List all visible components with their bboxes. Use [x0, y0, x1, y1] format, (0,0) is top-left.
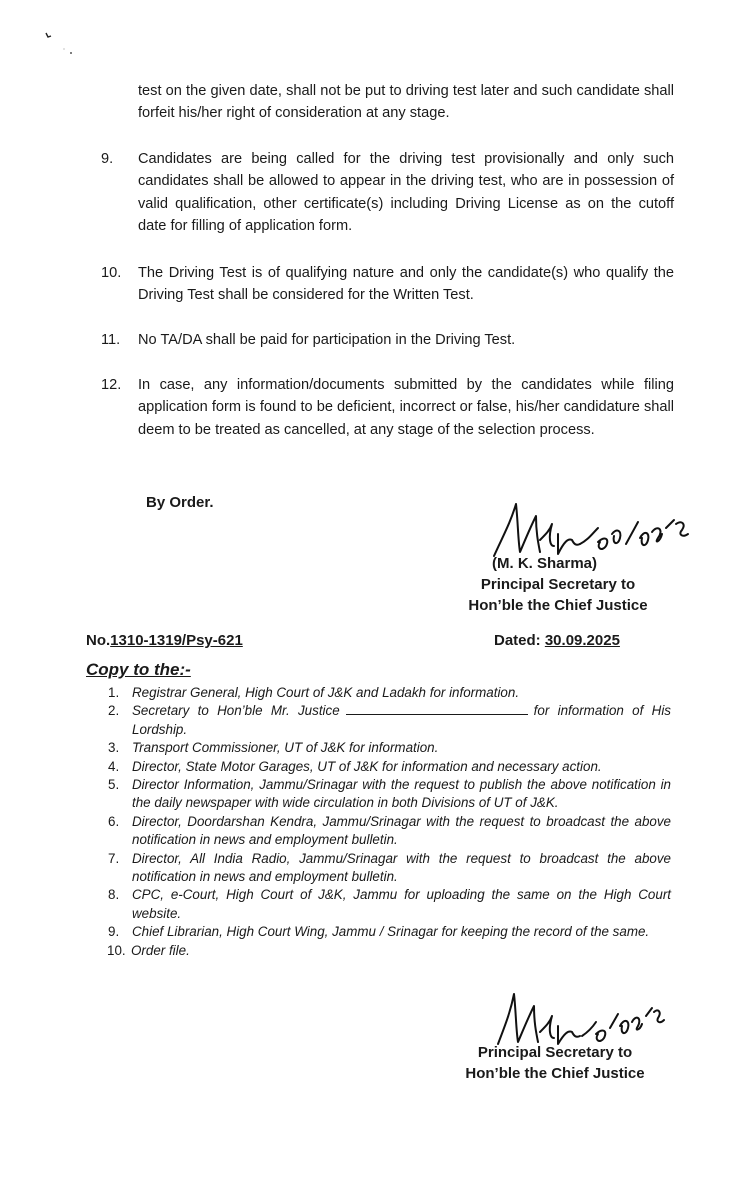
list-item [108, 702, 671, 739]
list-item [108, 850, 671, 887]
clause-text: The Driving Test is of qualifying nature and only the candidate(s) who qualify the Driving Test shall be considered for the Written Test. [138, 265, 674, 304]
item-number: 7. [108, 850, 120, 866]
copy-to-heading: Copy to the:- [86, 660, 191, 679]
copy-to-list [108, 684, 671, 960]
list-item [108, 942, 671, 960]
list-item [108, 886, 671, 923]
clause-text: Candidates are being called for the driving test provisionally and only such candidates shall be allowed to appear in the driving test, who are in possession of valid qualification, other certificate(s) including Driving License as on the cutoff date for filling of application form. [138, 151, 674, 235]
item-text: CPC, e-Court, High Court of J&K, Jammu for uploading the same on the High Court website. [132, 887, 671, 921]
by-order: By Order. [146, 494, 214, 511]
item-text-part1: Secretary to Hon’ble Mr. Justice [132, 703, 340, 719]
list-item [108, 776, 671, 813]
continued-paragraph [138, 80, 674, 125]
list-item [108, 923, 671, 941]
item-number: 4. [108, 758, 120, 774]
clause-number: 9. [101, 151, 114, 167]
date-label: Dated: [494, 632, 541, 649]
clause-9 [101, 148, 674, 238]
item-number: 5. [108, 777, 120, 793]
item-number: 8. [108, 887, 120, 903]
clause-number: 10. [101, 265, 122, 281]
item-number: 1. [108, 685, 120, 700]
item-number: 9. [108, 924, 120, 940]
item-text: Director Information, Jammu/Srinagar with the request to publish the above notification in the daily newspaper with wide circulation in both Divisions of UT of J&K. [132, 777, 671, 811]
item-text: Director, State Motor Garages, UT of J&K for information and necessary action. [132, 758, 602, 774]
clause-text: No TA/DA shall be paid for participation in the Driving Test. [138, 332, 516, 348]
item-number: 10. [107, 942, 126, 958]
reference-number [86, 632, 243, 649]
item-text: Director, All India Radio, Jammu/Srinagar with the request to broadcast the above notification in news and employment bulletin. [132, 850, 671, 885]
date-value: 30.09.2025 [544, 632, 620, 649]
item-number: 6. [108, 813, 120, 829]
list-item [108, 813, 671, 850]
item-text: Director, Doordarshan Kendra, Jammu/Srinagar with the request to broadcast the above notification in news and employment bulletin. [132, 813, 671, 848]
continued-text: test on the given date, shall not be put to driving test later and such candidate shall forfeit his/her right of consideration at any stage. [138, 83, 674, 122]
signatory-office: Hon’ble the Chief Justice [468, 597, 648, 614]
signatory-office: Hon’ble the Chief Justice [465, 1065, 645, 1082]
signatory-name: (M. K. Sharma) [492, 555, 598, 572]
item-text: Chief Librarian, High Court Wing, Jammu / Srinagar for keeping the record of the same. [132, 924, 650, 940]
signatory-designation: Principal Secretary to [477, 1044, 633, 1061]
copy-signatory-block [445, 1042, 665, 1084]
clause-number: 11. [101, 332, 121, 348]
clause-10 [101, 262, 674, 307]
reference-prefix: No. [86, 632, 111, 649]
clause-12 [101, 374, 674, 441]
signatory-block [448, 553, 668, 616]
item-text-part2: for information of His Lordship. [132, 703, 671, 737]
signatory-designation: Principal Secretary to [480, 576, 636, 593]
clause-11 [101, 329, 674, 351]
list-item [108, 684, 671, 702]
item-text: Registrar General, High Court of J&K and Ladakh for information. [132, 685, 520, 700]
list-item [108, 758, 671, 776]
clause-text: In case, any information/documents submitted by the candidates while filing application form is found to be deficient, incorrect or false, his/her candidature shall deem to be treated as cancelled, at any stage of the selection process. [138, 377, 674, 438]
list-item [108, 739, 671, 757]
item-text: Order file. [131, 942, 190, 958]
date-line [494, 632, 620, 649]
clause-number: 12. [101, 377, 122, 393]
reference-value: 1310-1319/Psy-621 [110, 632, 243, 649]
item-number: 2. [108, 703, 120, 719]
item-number: 3. [108, 740, 120, 756]
item-text: Transport Commissioner, UT of J&K for information. [132, 740, 439, 756]
blank-line [346, 703, 528, 715]
